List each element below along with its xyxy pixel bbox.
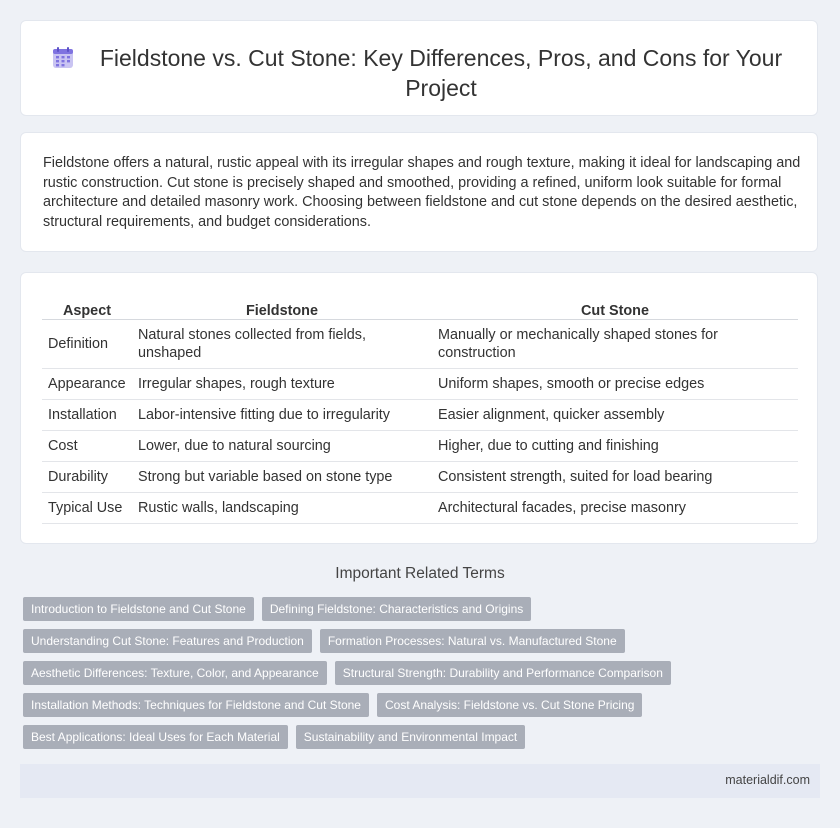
table-cell-aspect: Typical Use: [42, 493, 132, 524]
table-cell-aspect: Appearance: [42, 369, 132, 400]
related-term-tag[interactable]: Formation Processes: Natural vs. Manufactured Stone: [320, 629, 625, 653]
table-cell-fieldstone: Lower, due to natural sourcing: [132, 431, 432, 462]
table-row: [42, 431, 798, 462]
title-bar: [21, 21, 819, 117]
header-card: [20, 20, 818, 116]
related-term-tag[interactable]: Sustainability and Environmental Impact: [296, 725, 525, 749]
calendar-icon: [51, 46, 75, 70]
table-row: [42, 400, 798, 431]
table-cell-cut-stone: Uniform shapes, smooth or precise edges: [432, 369, 798, 400]
related-term-tag[interactable]: Installation Methods: Techniques for Fieldstone and Cut Stone: [23, 693, 369, 717]
table-row: [42, 320, 798, 369]
table-cell-cut-stone: Architectural facades, precise masonry: [432, 493, 798, 524]
table-cell-cut-stone: Manually or mechanically shaped stones for construction: [432, 320, 798, 369]
related-terms-heading: Important Related Terms: [335, 565, 505, 582]
column-header-fieldstone: Fieldstone: [132, 293, 432, 320]
table-cell-cut-stone: Consistent strength, suited for load bearing: [432, 462, 798, 493]
footer-bar: [20, 764, 820, 798]
table-cell-aspect: Cost: [42, 431, 132, 462]
table-cell-fieldstone: Labor-intensive fitting due to irregularity: [132, 400, 432, 431]
table-cell-fieldstone: Irregular shapes, rough texture: [132, 369, 432, 400]
table-cell-fieldstone: Strong but variable based on stone type: [132, 462, 432, 493]
related-term-tag[interactable]: Defining Fieldstone: Characteristics and Origins: [262, 597, 531, 621]
related-terms-list: [23, 597, 803, 757]
intro-paragraph: Fieldstone offers a natural, rustic appeal with its irregular shapes and rough texture, making it ideal for landscaping and rustic construction. Cut stone is precisely shaped and smoothed, providing a refined, uniform look suitable for formal architecture and detailed masonry work. Choosing between fieldstone and cut stone depends on the desired aesthetic, structural requirements, and budget considerations.: [43, 155, 801, 230]
table-row: [42, 493, 798, 524]
table-cell-aspect: Durability: [42, 462, 132, 493]
related-term-tag[interactable]: Cost Analysis: Fieldstone vs. Cut Stone Pricing: [377, 693, 642, 717]
related-term-tag[interactable]: Best Applications: Ideal Uses for Each Material: [23, 725, 288, 749]
related-term-tag[interactable]: Understanding Cut Stone: Features and Production: [23, 629, 312, 653]
table-row: [42, 462, 798, 493]
column-header-aspect: Aspect: [42, 293, 132, 320]
comparison-card: [20, 272, 818, 544]
table-cell-cut-stone: Easier alignment, quicker assembly: [432, 400, 798, 431]
related-term-tag[interactable]: Introduction to Fieldstone and Cut Stone: [23, 597, 254, 621]
related-term-tag[interactable]: Structural Strength: Durability and Performance Comparison: [335, 661, 671, 685]
page-title: Fieldstone vs. Cut Stone: Key Differences, Pros, and Cons for Your Project: [99, 45, 783, 101]
comparison-table: [42, 293, 798, 524]
footer-site-link[interactable]: materialdif.com: [725, 773, 810, 787]
column-header-cut-stone: Cut Stone: [432, 293, 798, 320]
table-header-row: [42, 293, 798, 320]
intro-card: [20, 132, 818, 252]
related-term-tag[interactable]: Aesthetic Differences: Texture, Color, and Appearance: [23, 661, 327, 685]
table-cell-fieldstone: Natural stones collected from fields, unshaped: [132, 320, 432, 369]
table-row: [42, 369, 798, 400]
table-cell-fieldstone: Rustic walls, landscaping: [132, 493, 432, 524]
table-cell-aspect: Definition: [42, 320, 132, 369]
table-cell-cut-stone: Higher, due to cutting and finishing: [432, 431, 798, 462]
table-cell-aspect: Installation: [42, 400, 132, 431]
